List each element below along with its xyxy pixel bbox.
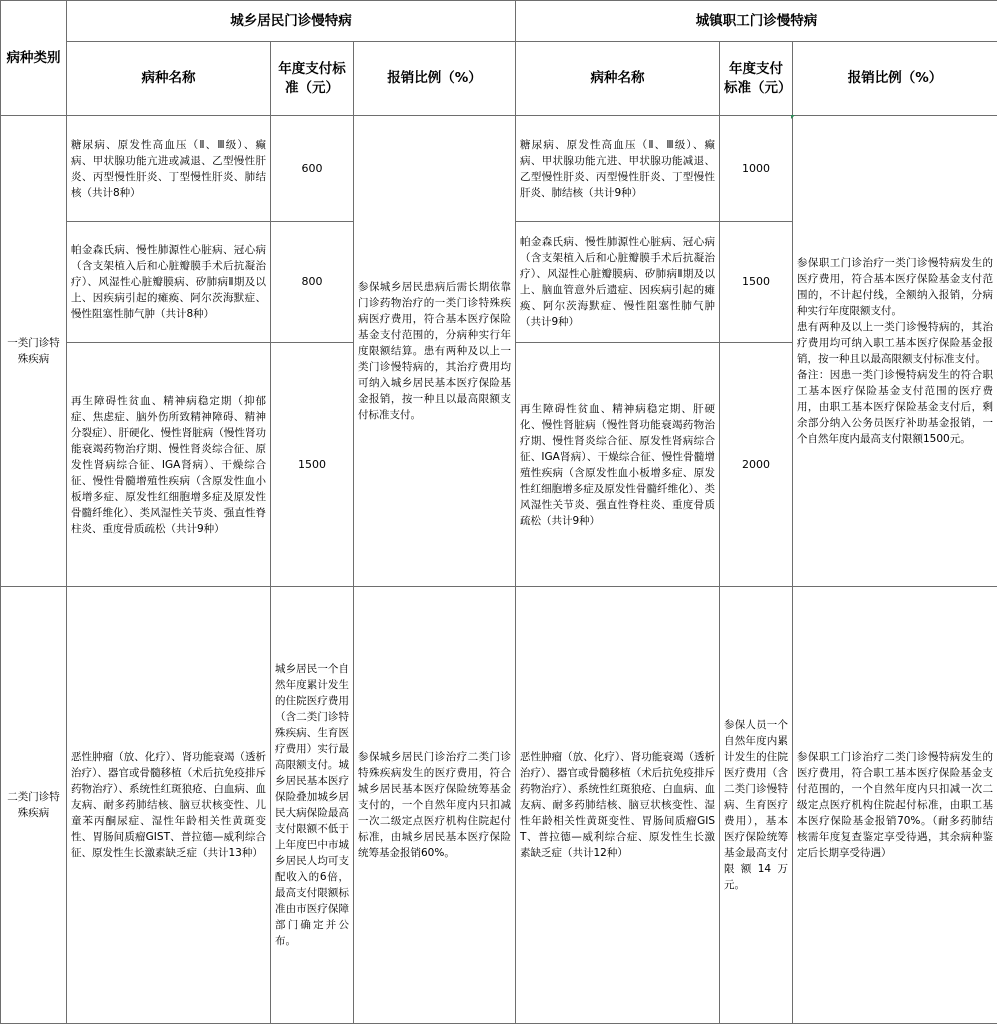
header-urban-disease-name: 病种名称 [516,42,720,116]
class1-rural-diseases-3: 再生障碍性贫血、精神病稳定期（抑郁症、焦虑症、脑外伤所致精神障碍、精神分裂症）、肝硬化、慢性肾脏病（慢性肾功能衰竭药物治疗期、慢性肾炎综合征、原发性肾病综合征、IGA肾病）、干燥综合征、慢性骨髓增殖性疾病（含原发性血小板增多症、原发性红细胞增多症及原发性骨髓纤维化）、类风湿性关节炎、强直性脊柱炎、重度骨质疏松（共计9种） [67,343,271,587]
class1-urban-ratio [793,116,997,587]
class2-rural-ratio: 参保城乡居民门诊治疗二类门诊特殊疾病发生的医疗费用，符合城乡居民基本医疗保险统筹基金支付的，一个自然年度内只扣减一次二级定点医疗机构住院起付标准，由城乡居民基本医疗保险统筹基金报销60%。 [354,587,516,1024]
class1-rural-ratio: 参保城乡居民患病后需长期依靠门诊药物治疗的一类门诊特殊疾病医疗费用，符合基本医疗保险基金支付范围的，分病种实行年度限额结算。患有两种及以上一类门诊慢特病的，其治疗费用均可纳入城乡居民基本医疗保险基金报销，按一种且以最高限额支付标准支付。 [354,116,516,587]
class2-rural-limit: 城乡居民一个自然年度累计发生的住院医疗费用（含二类门诊特殊疾病、生育医疗费用）实行最高限额支付。城乡居民基本医疗保险叠加城乡居民大病保险最高支付限额不低于上年度巴中市城乡居民人均可支配收入的6倍，最高支付限额标准由市医疗保障部门确定并公布。 [271,587,354,1024]
header-urban-ratio: 报销比例（%） [793,42,997,116]
class2-rural-diseases: 恶性肿瘤（放、化疗）、肾功能衰竭（透析治疗）、器官或骨髓移植（术后抗免疫排斥药物治疗）、系统性红斑狼疮、白血病、血友病、耐多药肺结核、脑豆状核变性、儿童苯丙酮尿症、湿性年龄相关性黄斑变性、胃肠间质瘤GIST、普拉德—威利综合征、原发性生长激素缺乏症（共计13种） [67,587,271,1024]
table-row [1,116,997,222]
class1-rural-limit-2: 800 [271,222,354,343]
header-urban-group: 城镇职工门诊慢特病 [516,1,997,42]
class1-urban-diseases-1: 糖尿病、原发性高血压（Ⅱ、Ⅲ级）、癫病、甲状腺功能亢进、甲状腺功能减退、乙型慢性肝炎、丙型慢性肝炎、丁型慢性肝炎、肺结核（共计9种） [516,116,720,222]
header-urban-annual-limit: 年度支付标准（元） [720,42,793,116]
class1-urban-limit-1: 1000 [720,116,793,222]
class1-rural-diseases-1: 糖尿病、原发性高血压（Ⅱ、Ⅲ级）、癫病、甲状腺功能亢进或减退、乙型慢性肝炎、丙型慢性肝炎、丁型慢性肝炎、肺结核（共计8种） [67,116,271,222]
class2-urban-diseases: 恶性肿瘤（放、化疗）、肾功能衰竭（透析治疗）、器官或骨髓移植（术后抗免疫排斥药物治疗）、系统性红斑狼疮、白血病、血友病、耐多药肺结核、脑豆状核变性、湿性年龄相关性黄斑变性、胃肠间质瘤GIST、普拉德—威利综合症、原发性生长激素缺乏症（共计12种） [516,587,720,1024]
class1-rural-diseases-2: 帕金森氏病、慢性肺源性心脏病、冠心病（含支架植入后和心脏瓣膜手术后抗凝治疗）、风湿性心脏瓣膜病、矽肺病Ⅱ期及以上、因疾病引起的瘫痪、阿尔茨海默症、慢性阻塞性肺气肿（共计8种） [67,222,271,343]
class2-urban-ratio: 参保职工门诊治疗二类门诊慢特病发生的医疗费用，符合职工基本医疗保险基金支付范围的，一个自然年度内只扣减一次二级定点医疗机构住院起付标准，由职工基本医疗保险基金报销70%。（耐多药肺结核需年度复查鉴定享受待遇，其余病种鉴定后长期享受待遇） [793,587,997,1024]
class1-urban-ratio-para-1: 参保职工门诊治疗一类门诊慢特病发生的医疗费用，符合基本医疗保险基金支付范围的，不计起付线，全额纳入报销，分病种实行年度限额支付。 [797,257,993,317]
class1-urban-ratio-para-2: 患有两种及以上一类门诊慢特病的，其治疗费用均可纳入职工基本医疗保险基金报销，按一种且以最高限额支付标准支付。 [797,321,993,365]
class1-urban-limit-2: 1500 [720,222,793,343]
class1-urban-diseases-2: 帕金森氏病、慢性肺源性心脏病、冠心病（含支架植入后和心脏瓣膜手术后抗凝治疗）、风湿性心脏瓣膜病、矽肺病Ⅱ期及以上、脑血管意外后遗症、因疾病引起的瘫痪、阿尔茨海默症、慢性阻塞性肺气肿（共计9种） [516,222,720,343]
class1-urban-ratio-para-3: 备注：因患一类门诊慢特病发生的符合职工基本医疗保险基金支付范围的医疗费用，由职工基本医疗保险基金支付后，剩余部分纳入公务员医疗补助基金报销，一个自然年度内最高支付限额1500元。 [797,369,993,445]
header-rural-disease-name: 病种名称 [67,42,271,116]
class1-rural-limit-1: 600 [271,116,354,222]
class1-rural-limit-3: 1500 [271,343,354,587]
header-rural-annual-limit: 年度支付标准（元） [271,42,354,116]
header-row-columns [1,42,997,116]
header-rural-group: 城乡居民门诊慢特病 [67,1,516,42]
header-category: 病种类别 [1,1,67,116]
class1-urban-limit-3: 2000 [720,343,793,587]
header-rural-ratio: 报销比例（%） [354,42,516,116]
class2-label: 二类门诊特殊疾病 [1,587,67,1024]
cell-corner-marker [791,115,795,119]
class1-urban-diseases-3: 再生障碍性贫血、精神病稳定期、肝硬化、慢性肾脏病（慢性肾功能衰竭药物治疗期、慢性肾炎综合征、原发性肾病综合征、IGA肾病）、干燥综合征、慢性骨髓增殖性疾病（含原发性血小板增多症、原发性红细胞增多症及原发性骨髓纤维化）、类风湿性关节炎、强直性脊柱炎、重度骨质疏松（共计9种） [516,343,720,587]
header-row-groups [1,1,997,42]
class2-urban-limit: 参保人员一个自然年度内累计发生的住院医疗费用（含二类门诊慢特病、生育医疗费用），基本医疗保险统筹基金最高支付限额14万元。 [720,587,793,1024]
table-row [1,587,997,1024]
class1-label: 一类门诊特殊疾病 [1,116,67,587]
